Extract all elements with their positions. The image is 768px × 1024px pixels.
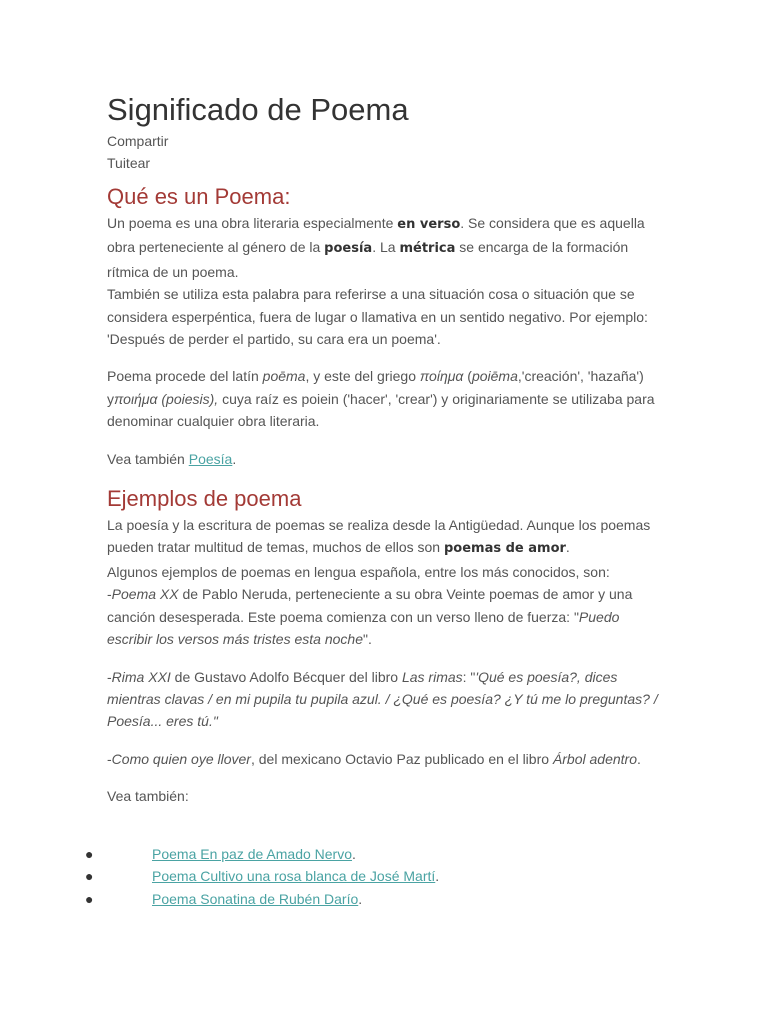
text-span: . [565,539,570,556]
text-span: - [107,586,112,603]
text-span: - [107,668,112,685]
italic-quote: 'Qué es poesía?, dices mientras clavas / en mi pupila tu pupila azul. / ¿Qué es poesía? ¿Y tú me lo preguntas? / Poesía... eres tú." [107,668,658,730]
see-also-heading: Vea también: [107,788,189,805]
text-span: . [435,868,440,885]
section-heading-que-es: Qué es un Poema: [107,184,291,209]
italic-term: Rima XXI [111,668,171,685]
bold-en-verso: en verso [397,217,461,232]
italic-term: Las rimas [401,668,463,685]
text-span: . [636,750,641,767]
text-span: Vea también [107,450,189,467]
poesia-link[interactable]: Poesía [188,450,233,467]
text-span: - [107,750,112,767]
italic-quote: Puedo escribir los versos más tristes esta noche [107,608,620,648]
paragraph-definition [107,212,667,350]
see-also-list [0,843,768,910]
text-span: Algunos ejemplos de poemas en lengua española, entre los más conocidos, son: [107,563,610,580]
italic-term: Poema XX [111,586,179,603]
poema-cultivo-link[interactable]: Poema Cultivo una rosa blanca de José Martí [152,868,436,885]
text-span: . [232,450,237,467]
text-span: . La [372,239,400,256]
share-link[interactable]: Compartir [107,133,169,149]
see-also-poesia [107,448,667,470]
text-span: se encarga de la formación rítmica de un poema. [107,239,629,280]
poema-en-paz-link[interactable]: Poema En paz de Amado Nervo [152,846,353,862]
text-span: Poema procede del latín [107,368,263,385]
tweet-link[interactable]: Tuitear [107,155,151,171]
text-span: . [352,846,356,862]
text-span: de Gustavo Adolfo Bécquer del libro [170,668,402,685]
article [107,90,667,808]
paragraph-paz [107,748,667,770]
italic-term: Árbol adentro [552,750,637,767]
text-span: cuya raíz es poiein ('hacer', 'crear') y originariamente se utilizaba para denominar cualquier obra literaria. [107,390,655,430]
text-span: ( [463,368,472,385]
text-span: Un poema es una obra literaria especialmente [107,215,398,231]
italic-term: Como quien oye llover [111,750,251,767]
list-item [0,843,768,865]
list-item [0,888,768,910]
bullet-icon: ● [85,846,94,862]
text-span: de Pablo Neruda, perteneciente a su obra Veinte poemas de amor y una canción desesperada. Este poema comienza con un verso lleno de fuerza: " [107,586,633,625]
text-span: También se utiliza esta palabra para referirse a una situación cosa o situación que se considera esperpéntica, fuera de lugar o llamativa en un sentido negativo. Por ejemplo: 'Después de perder el partido, su cara era un poema'. [107,286,648,348]
italic-term: ποιήμα (poiesis), [114,390,219,407]
italic-term: ποίημα [419,368,464,385]
paragraph-rima [107,666,667,733]
list-item [0,865,768,887]
poema-sonatina-link[interactable]: Poema Sonatina de Rubén Darío [152,890,359,907]
text-span: , y este del griego [305,368,420,385]
text-span: . Se considera que es aquella obra perteneciente al género de la [107,215,645,256]
text-span: , del mexicano Octavio Paz publicado en el libro [250,750,553,767]
text-span: ,'creación', 'hazaña') y [107,368,644,407]
text-span: . [358,890,363,907]
bold-poemas-de-amor: poemas de amor [443,541,566,557]
bold-poesia: poesía [324,241,373,257]
page-title: Significado de Poema [107,92,409,127]
text-span: ". [362,631,372,648]
text-span: La poesía y la escritura de poemas se realiza desde la Antigüedad. Aunque los poemas pueden tratar multitud de temas, muchos de ellos son [107,517,651,556]
bullet-icon: ● [85,890,94,907]
paragraph-examples-intro [107,514,667,650]
section-heading-ejemplos: Ejemplos de poema [107,486,302,512]
italic-term: poēma [262,368,306,385]
bold-metrica: métrica [399,241,456,257]
italic-term: poiēma [471,368,518,385]
text-span: : " [462,668,476,685]
bullet-icon: ● [85,868,94,885]
paragraph-etymology [107,365,667,432]
